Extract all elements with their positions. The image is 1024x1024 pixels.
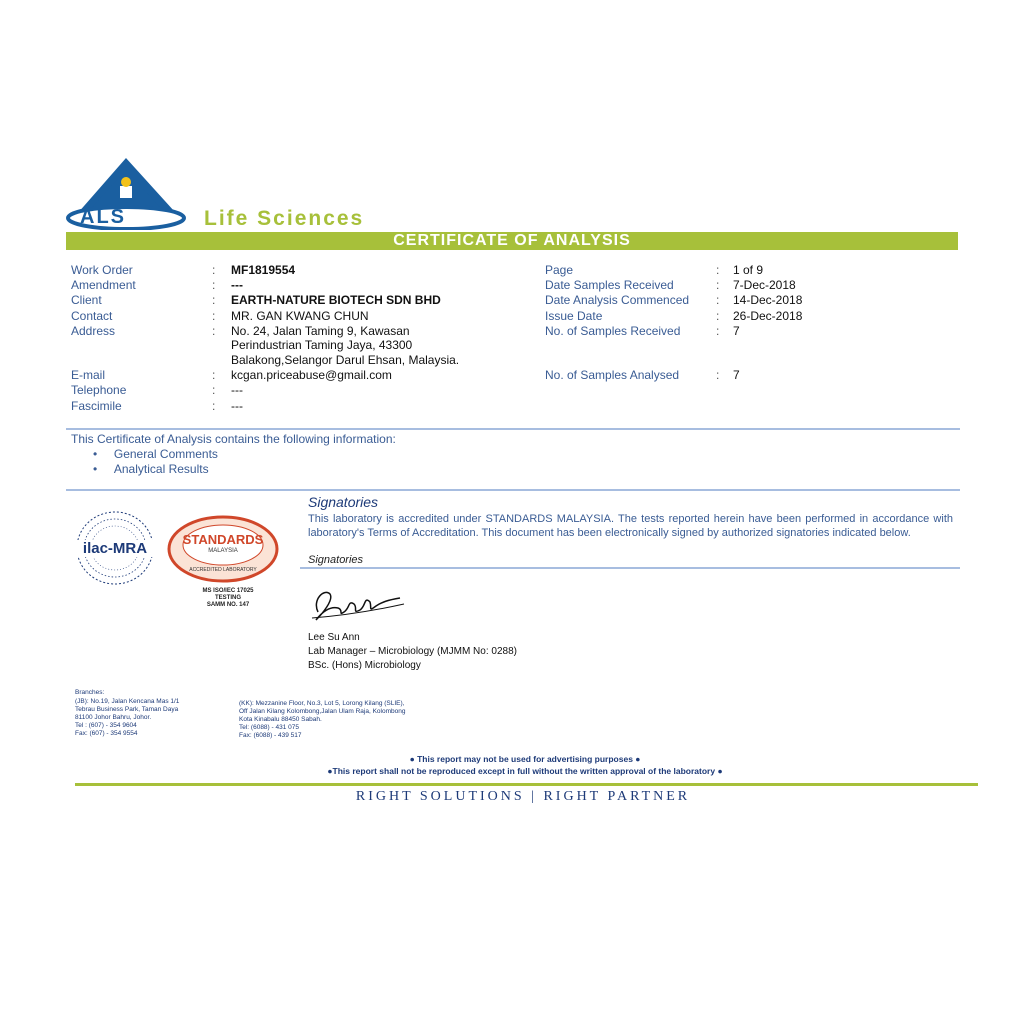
field-label: Amendment	[71, 278, 136, 292]
branch-line: Fax: (6088) - 439 517	[239, 732, 302, 739]
contents-item: • Analytical Results	[93, 462, 209, 476]
branch-line: Tel : (607) - 354 9604	[75, 722, 137, 729]
page-value: 1 of 9	[733, 263, 764, 277]
branch-line: 81100 Johor Bahru, Johor.	[75, 714, 152, 721]
signatory-name: Lee Su Ann	[308, 632, 360, 643]
samples-received-value: 7	[733, 324, 740, 338]
address-line-1: No. 24, Jalan Taming 9, Kawasan	[231, 324, 410, 338]
colon: :	[716, 278, 720, 292]
branch-line: Tel: (6088) - 431 075	[239, 724, 299, 731]
colon: :	[212, 324, 216, 338]
colon: :	[716, 309, 720, 323]
field-label: Work Order	[71, 263, 133, 277]
footer-rule	[75, 783, 978, 786]
branch-line: Tebrau Business Park, Taman Daya	[75, 706, 179, 713]
date-commenced-value: 14-Dec-2018	[733, 293, 803, 307]
colon: :	[212, 399, 216, 413]
field-label: Fascimile	[71, 399, 122, 413]
issue-date-value: 26-Dec-2018	[733, 309, 803, 323]
notice-reproduction: ●This report shall not be reproduced except in full without the written approval of the laboratory ●	[327, 766, 723, 776]
signatory-qualification: BSc. (Hons) Microbiology	[308, 660, 421, 671]
colon: :	[716, 324, 720, 338]
motto: RIGHT SOLUTIONS | RIGHT PARTNER	[355, 789, 691, 804]
logo-text: ALS	[80, 206, 126, 228]
field-label: Address	[71, 324, 116, 338]
colon: :	[716, 368, 720, 382]
signatories-subheading: Signatories	[308, 554, 364, 566]
fax-value: ---	[231, 399, 243, 413]
colon: :	[212, 293, 216, 307]
field-label: Client	[71, 293, 102, 307]
divider	[66, 428, 960, 430]
branch-jb	[75, 698, 179, 738]
colon: :	[212, 383, 216, 397]
colon: :	[212, 368, 216, 382]
contents-intro: This Certificate of Analysis contains the following information:	[71, 432, 396, 446]
signatory-role: Lab Manager – Microbiology (MJMM No: 0288)	[308, 646, 517, 657]
colon: :	[212, 309, 216, 323]
amendment-value: ---	[231, 278, 243, 292]
field-label: Issue Date	[545, 309, 603, 323]
certificate-title: CERTIFICATE OF ANALYSIS	[66, 232, 958, 250]
divider	[66, 489, 960, 491]
branch-line: (KK): Mezzanine Floor, No.3, Lot 5, Lorong Kilang (SLIE),	[239, 700, 405, 707]
field-label: Date Samples Received	[545, 278, 674, 292]
ms-line: TESTING	[214, 595, 241, 601]
field-label: Contact	[71, 309, 113, 323]
field-label: Page	[545, 263, 574, 277]
date-received-value: 7-Dec-2018	[733, 278, 796, 292]
colon: :	[212, 263, 216, 277]
colon: :	[716, 293, 720, 307]
field-label: No. of Samples Received	[545, 324, 681, 338]
standards-ring-text: ACCREDITED LABORATORY	[189, 567, 257, 573]
branch-line: Off Jalan Kilang Kolombong,Jalan Ulam Raja, Kolombong	[239, 708, 406, 715]
branch-kk	[239, 700, 405, 740]
email-value: kcgan.priceabuse@gmail.com	[231, 368, 392, 382]
address-line-2: Perindustrian Taming Jaya, 43300	[231, 338, 413, 352]
samples-analysed-value: 7	[733, 368, 740, 382]
signatories-text: This laboratory is accredited under STANDARDS MALAYSIA. The tests reported herein have been performed in accordance with laboratory's Terms of Accreditation. This document has been electronically signed by authorized signatories indicated below.	[308, 513, 953, 539]
signature-image	[308, 582, 408, 626]
notice-advertising: ● This report may not be used for advertising purposes ●	[409, 754, 641, 764]
field-label: Telephone	[71, 383, 127, 397]
standards-text: STANDARDS	[182, 532, 264, 547]
ms-line: SAMM NO. 147	[206, 602, 250, 608]
divider	[300, 567, 960, 569]
field-label: No. of Samples Analysed	[545, 368, 680, 382]
branch-line: Fax: (607) - 354 9554	[75, 730, 138, 737]
contact-value: MR. GAN KWANG CHUN	[231, 309, 369, 323]
contents-item: • General Comments	[93, 447, 218, 461]
branches-title: Branches:	[75, 689, 105, 696]
standards-sub: MALAYSIA	[208, 548, 238, 554]
field-label: Date Analysis Commenced	[545, 293, 690, 307]
ilac-mra-text: ilac-MRA	[76, 540, 154, 557]
company-name: Life Sciences	[204, 207, 365, 230]
field-label: E-mail	[71, 368, 106, 382]
ms-line: MS ISO/IEC 17025	[202, 588, 254, 594]
signatories-heading: Signatories	[308, 494, 379, 510]
address-line-3: Balakong,Selangor Darul Ehsan, Malaysia.	[231, 353, 460, 367]
client-value: EARTH-NATURE BIOTECH SDN BHD	[231, 293, 441, 307]
colon: :	[716, 263, 720, 277]
work-order-value: MF1819554	[231, 263, 296, 277]
telephone-value: ---	[231, 383, 243, 397]
branch-line: (JB): No.19, Jalan Kencana Mas 1/1	[75, 698, 180, 705]
colon: :	[212, 278, 216, 292]
branch-line: Kota Kinabalu 88450 Sabah.	[239, 716, 322, 723]
